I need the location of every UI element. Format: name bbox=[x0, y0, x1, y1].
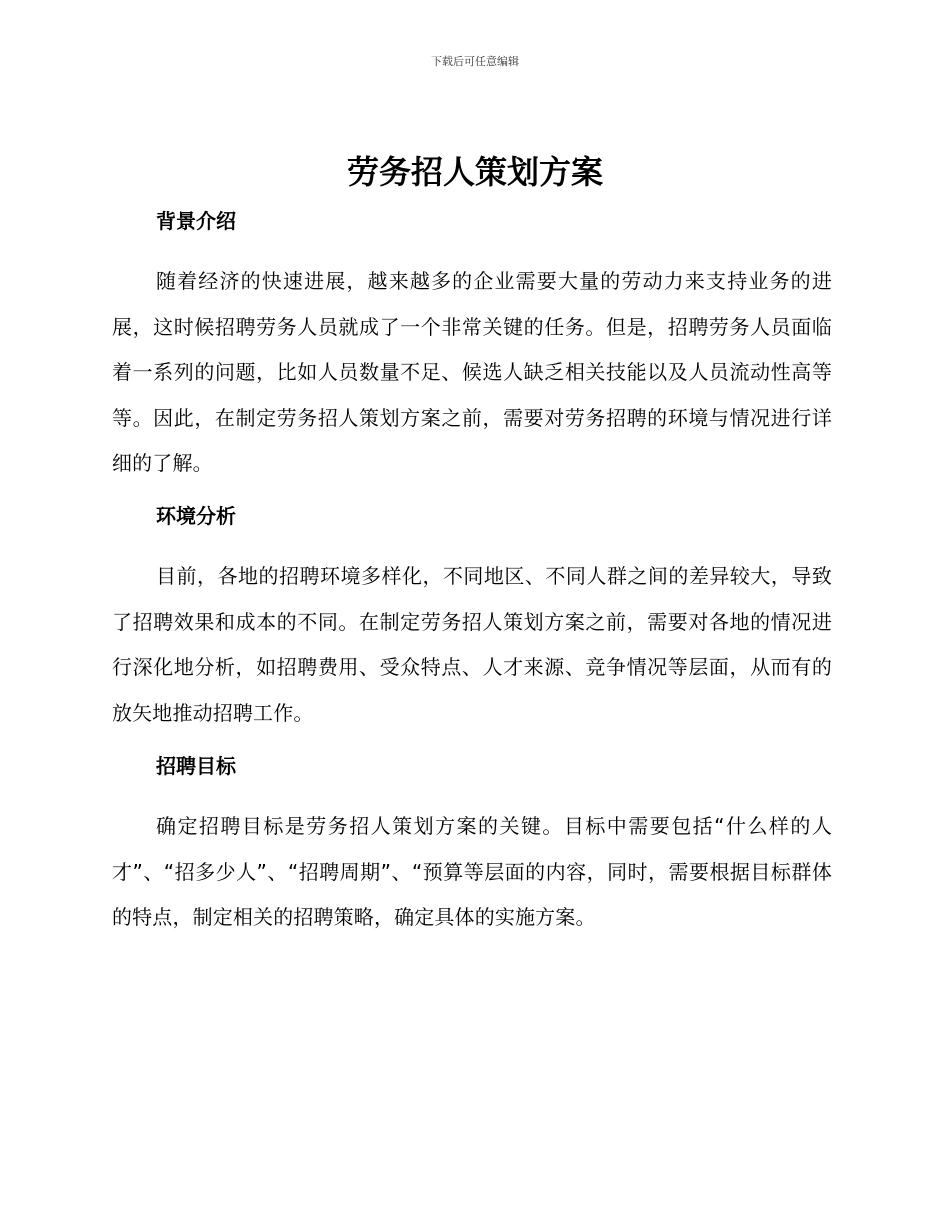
section-heading: 背景介绍 bbox=[156, 209, 236, 233]
section-heading: 环境分析 bbox=[156, 504, 236, 528]
section-environment bbox=[112, 502, 832, 736]
section-body: 随着经济的快速进展，越来越多的企业需要大量的劳动力来支持业务的进展，这时候招聘劳务人员就成了一个非常关键的任务。但是，招聘劳务人员面临着一系列的问题，比如人员数量不足、候选人缺乏相关技能以及人员流动性高等等。因此，在制定劳务招人策划方案之前，需要对劳务招聘的环境与情况进行详细的了解。 bbox=[112, 269, 832, 475]
section-body: 目前，各地的招聘环境多样化，不同地区、不同人群之间的差异较大，导致了招聘效果和成本的不同。在制定劳务招人策划方案之前，需要对各地的情况进行深化地分析，如招聘费用、受众特点、人才来源、竞争情况等层面，从而有的放矢地推动招聘工作。 bbox=[112, 564, 832, 725]
section-background bbox=[112, 207, 832, 487]
page-header-note: 下载后可任意编辑 bbox=[431, 55, 519, 68]
section-body: 确定招聘目标是劳务招人策划方案的关键。目标中需要包括“什么样的人才”、“招多少人”、“招聘周期”、“预算等层面的内容，同时，需要根据目标群体的特点，制定相关的招聘策略，确定具体的实施方案。 bbox=[112, 814, 832, 929]
document-title: 劳务招人策划方案 bbox=[346, 153, 603, 191]
section-heading: 招聘目标 bbox=[156, 754, 236, 778]
section-goals bbox=[112, 752, 832, 941]
